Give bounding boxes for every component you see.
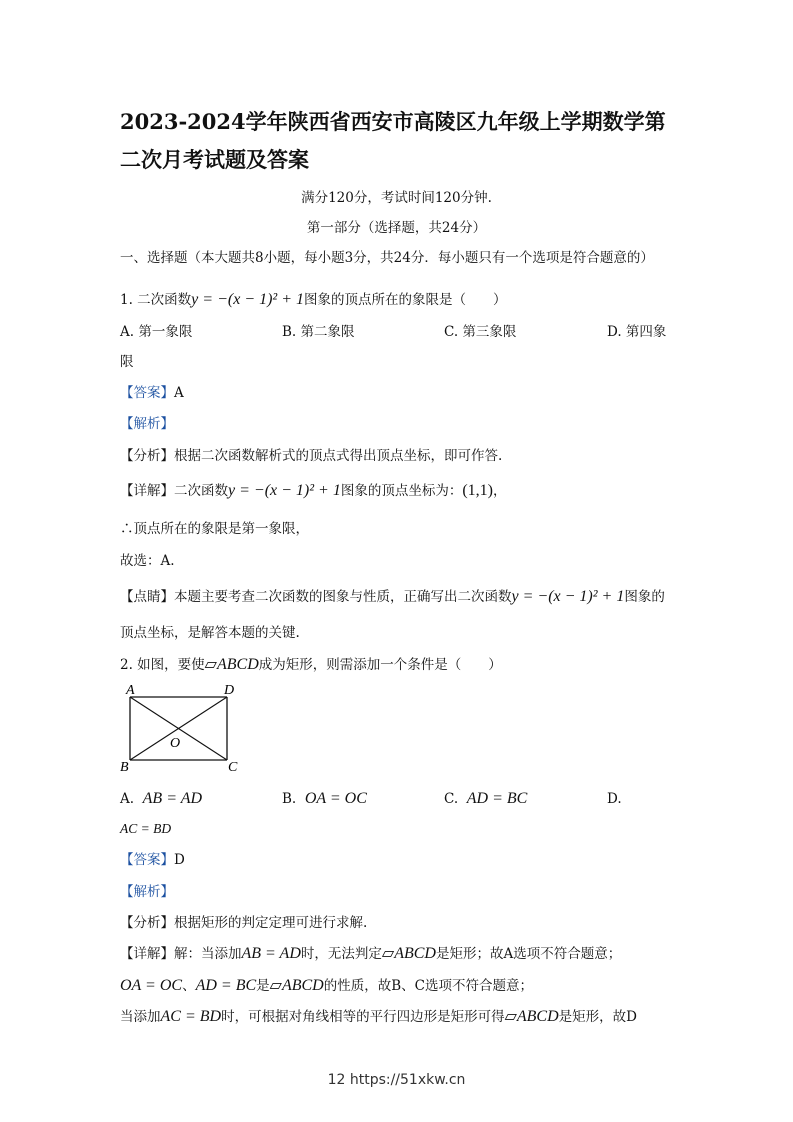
line3-text-a: 当添加	[120, 1009, 161, 1025]
detail-text-b: 时，无法判定	[300, 946, 382, 962]
line2-text-c: 的性质，故B、C选项不符合题意；	[323, 978, 533, 994]
detail-tag: 【详解】	[120, 483, 174, 499]
detail-text-c: ，	[493, 483, 507, 499]
q2-prefix: 2. 如图，要使	[120, 657, 205, 673]
detail-tag: 【详解】	[120, 946, 174, 962]
detail-text-a: 二次函数	[174, 483, 228, 499]
detail-text-b: 图象的顶点坐标为：	[340, 483, 463, 499]
q2-analysis-tag: 【解析】	[120, 884, 174, 900]
option-tag: B.	[282, 791, 297, 807]
line2-math-1: OA = OC	[120, 977, 183, 994]
q1-dianjing	[120, 587, 665, 607]
q1-dianjing-line2: 顶点坐标，是解答本题的关键.	[120, 625, 300, 641]
q1-answer	[120, 383, 184, 403]
line3-math-2: ▱ABCD	[504, 1008, 559, 1025]
line3-text-b: 时，可根据对角线相等的平行四边形是矩形可得	[221, 1009, 505, 1025]
line2-text-a: 、	[182, 978, 196, 994]
detail-text-c: 是矩形；故A选项不符合题意；	[435, 946, 622, 962]
q2-option-b	[282, 789, 367, 809]
fenxi-tag: 【分析】	[120, 448, 174, 464]
option-formula: OA = OC	[304, 790, 367, 807]
q2-option-a	[120, 789, 202, 809]
q2-detail-line3	[120, 1007, 637, 1027]
q1-analysis-tag: 【解析】	[120, 416, 174, 432]
line2-text-b: 是	[256, 978, 270, 994]
q2-option-d: AC = BD	[120, 821, 172, 836]
q2-answer	[120, 850, 185, 870]
q1-prefix: 1. 二次函数	[120, 292, 192, 308]
q2-detail	[120, 944, 621, 964]
q2-fenxi	[120, 913, 367, 933]
q1-formula: y = −(x − 1)² + 1	[191, 291, 305, 308]
part-title: 第一部分（选择题，共24分）	[306, 220, 487, 236]
option-tag: A.	[120, 791, 135, 807]
q1-suffix: 图象的顶点所在的象限是（ ）	[304, 292, 507, 308]
vertex-label-b: B	[120, 760, 129, 774]
detail-formula: y = −(x − 1)² + 1	[228, 482, 341, 499]
option-tag: C.	[444, 791, 459, 807]
q2-option-d-tag: D.	[607, 791, 622, 807]
q1-option-d: D. 第四象	[607, 324, 667, 340]
detail-math-1: AB = AD	[241, 945, 301, 962]
q1-option-d-cont: 限	[120, 354, 134, 370]
detail-math-2: ▱ABCD	[381, 945, 436, 962]
document-title: 2023-2024学年陕西省西安市高陵区九年级上学期数学第二次月考试题及答案	[120, 109, 666, 172]
q1-option-b: B. 第二象限	[282, 324, 355, 340]
fenxi-text: 根据二次函数解析式的顶点式得出顶点坐标，即可作答.	[174, 448, 503, 464]
q1-stem	[120, 290, 507, 310]
fenxi-tag: 【分析】	[120, 915, 174, 931]
q1-detail	[120, 481, 507, 501]
line2-math-3: ▱ABCD	[269, 977, 324, 994]
dianjing-text-a: 本题主要考查二次函数的图象与性质，正确写出二次函数	[174, 589, 512, 605]
answer-value: A	[174, 385, 184, 401]
line3-text-c: 是矩形，故D	[558, 1009, 637, 1025]
option-formula: AB = AD	[142, 790, 203, 807]
vertex-label-c: C	[228, 760, 238, 774]
vertex-label-a: A	[126, 683, 135, 698]
answer-tag: 【答案】	[120, 385, 174, 401]
option-formula: AD = BC	[466, 790, 528, 807]
q1-option-c: C. 第三象限	[444, 324, 517, 340]
detail-text-a: 解：当添加	[174, 946, 242, 962]
q2-stem	[120, 655, 502, 675]
q1-detail-line2: ∴顶点所在的象限是第一象限，	[120, 521, 309, 537]
center-label-o: O	[170, 736, 181, 751]
q2-suffix: 成为矩形，则需添加一个条件是（ ）	[258, 657, 502, 673]
q1-fenxi	[120, 446, 502, 466]
q1-detail-line3: 故选：A.	[120, 553, 175, 569]
detail-point: (1,1)	[462, 482, 493, 499]
answer-value: D	[174, 852, 185, 868]
q2-option-c	[444, 789, 527, 809]
answer-tag: 【答案】	[120, 852, 174, 868]
line2-math-2: AD = BC	[195, 977, 257, 994]
section-title: 一、选择题（本大题共8小题，每小题3分，共24分．每小题只有一个选项是符合题意的）	[120, 250, 654, 266]
page-footer[interactable]: 12 https://51xkw.cn	[327, 1072, 466, 1088]
rectangle-abcd-figure	[112, 682, 242, 774]
vertex-label-d: D	[224, 683, 235, 698]
line3-math-1: AC = BD	[160, 1008, 222, 1025]
fenxi-text: 根据矩形的判定定理可进行求解.	[174, 915, 368, 931]
dianjing-formula: y = −(x − 1)² + 1	[511, 588, 625, 605]
q1-option-a: A. 第一象限	[120, 324, 193, 340]
dianjing-text-b: 图象的	[624, 589, 665, 605]
score-note: 满分120分，考试时间120分钟.	[301, 190, 492, 206]
q2-shape: ▱ABCD	[204, 656, 259, 673]
q2-detail-line2	[120, 976, 533, 996]
dianjing-tag: 【点睛】	[120, 589, 174, 605]
